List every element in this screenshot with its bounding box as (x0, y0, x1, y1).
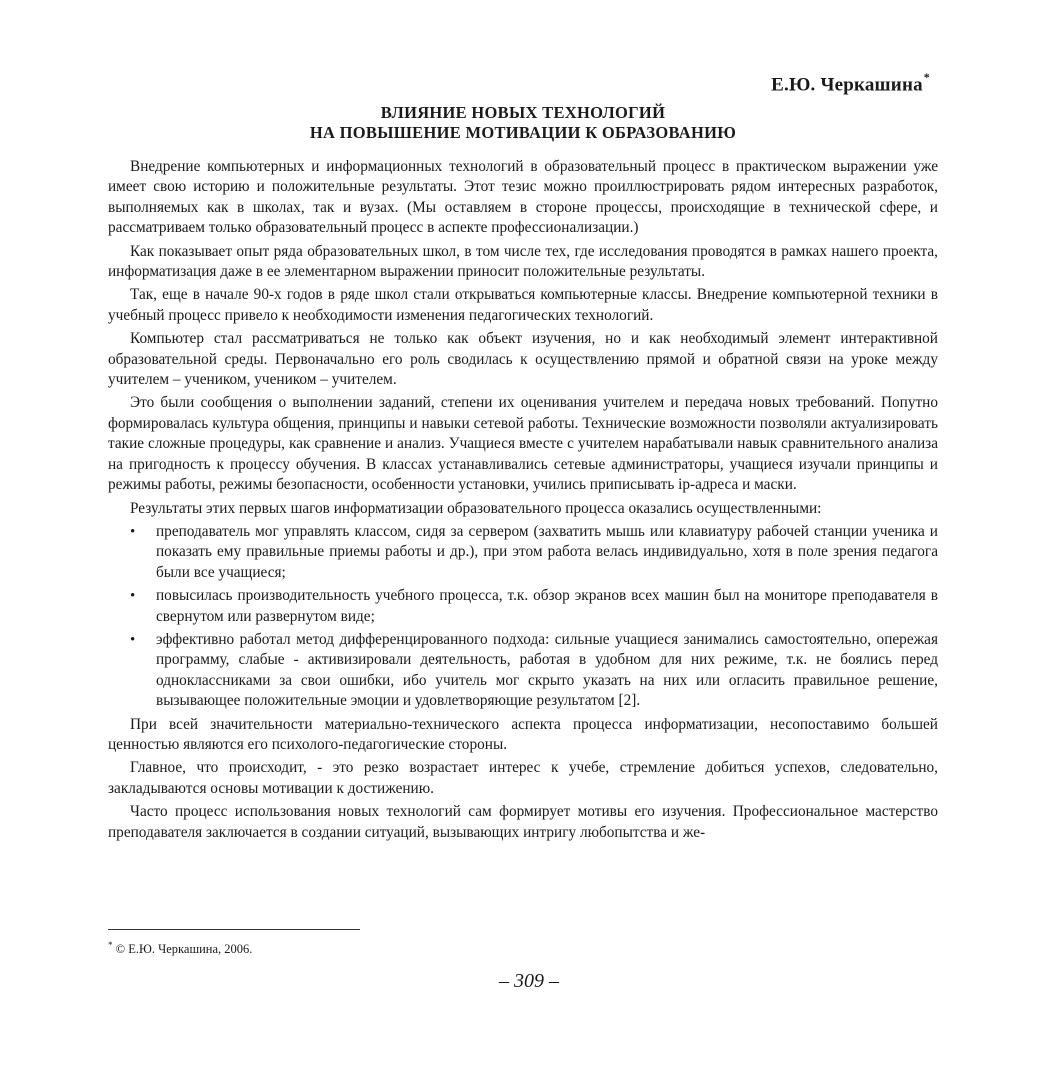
paragraph-3: Так, еще в начале 90-х годов в ряде школ стали открываться компьютерные классы. Внедрение компьютерной техники в учебный процесс привело к необходимости изменения педагогических технологий. (108, 286, 938, 324)
title-line-1: ВЛИЯНИЕ НОВЫХ ТЕХНОЛОГИЙ (380, 103, 666, 122)
list-item (108, 586, 938, 627)
paragraph-7: При всей значительности материально-технического аспекта процесса информатизации, несопоставимо большей ценностью являются его психолого-педагогические стороны. (108, 715, 938, 753)
list-item-text: повысилась производительность учебного процесса, т.к. обзор экранов всех машин был на мониторе преподавателя в свернутом или развернутом виде; (156, 587, 938, 625)
page-number: – 309 – (499, 970, 559, 992)
bullet-icon: • (130, 631, 136, 648)
paragraph-1: Внедрение компьютерных и информационных технологий в образовательный процесс в практическом выражении уже имеет свою историю и положительные результаты. Этот тезис можно проиллюстрировать рядом интересных разработок, выполняемых как в школах, так и вузах. (Мы оставляем в стороне процессы, происходящие в технической сфере, и рассматриваем только образовательный процесс в аспекте профессионализации.) (108, 158, 938, 237)
author-footnote-mark: * (923, 70, 930, 84)
paragraph-9: Часто процесс использования новых технологий сам формирует мотивы его изучения. Профессиональное мастерство преподавателя заключается в создании ситуаций, вызывающих интригу любопытства и же- (108, 803, 938, 841)
bullet-icon: • (130, 523, 136, 540)
author-name (771, 72, 930, 96)
list-item-text: преподаватель мог управлять классом, сидя за сервером (захватить мышь или клавиатуру рабочей станции ученика и показать ему правильные приемы работы и др.), при этом работа велась индивидуально, хотя в поле зрения педагога были все учащиеся; (156, 522, 938, 581)
results-list (108, 522, 938, 712)
paragraph-4: Компьютер стал рассматриваться не только как объект изучения, но и как необходимый элемент интерактивной образовательной среды. Первоначально его роль сводилась к осуществлению прямой и обратной связи на уроке между учителем – учеником, учеником – учителем. (108, 330, 938, 389)
footnote-mark: * (108, 940, 113, 950)
article-title (108, 103, 938, 143)
footnote-text: © Е.Ю. Черкашина, 2006. (115, 942, 253, 957)
list-item-text: эффективно работал метод дифференцированного подхода: сильные учащиеся занимались самостоятельно, опережая программу, слабые - активизировали деятельность, работая в удобном для них режиме, т.к. не боялись перед одноклассниками за свои ошибки, ибо учитель мог скрыто указать на них или огласить правильное решение, вызывающее положительные эмоции и удовлетворяющие результатом [2]. (156, 630, 938, 710)
author-text: Е.Ю. Черкашина (771, 74, 923, 96)
list-item (108, 522, 938, 583)
title-line-2: НА ПОВЫШЕНИЕ МОТИВАЦИИ К ОБРАЗОВАНИЮ (309, 123, 737, 142)
footnote-divider (108, 929, 360, 930)
list-item (108, 630, 938, 712)
paragraph-2: Как показывает опыт ряда образовательных школ, в том числе тех, где исследования проводятся в рамках нашего проекта, информатизация даже в ее элементарном выражении приносит положительные результаты. (108, 242, 938, 281)
bullet-icon: • (130, 588, 136, 605)
paragraph-8: Главное, что происходит, - это резко возрастает интерес к учебе, стремление добиться успехов, следовательно, закладываются основы мотивации к достижению. (108, 759, 938, 797)
article-body (108, 157, 938, 846)
paragraph-6: Результаты этих первых шагов информатизации образовательного процесса оказались осуществленными: (130, 499, 822, 517)
footnote (108, 940, 252, 957)
paragraph-5: Это были сообщения о выполнении заданий, степени их оценивания учителем и передача новых требований. Попутно формировалась культура общения, принципы и навыки сетевой работы. Технические возможности позволяли актуализировать такие сложные процедуры, как сравнение и анализ. Учащиеся вместе с учителем нарабатывали навык сравнительного анализа на пригодность к процессу обучения. В классах устанавливались сетевые администраторы, учащиеся изучали принципы и режимы работы, режимы безопасности, особенности установки, учились приписывать ip-адреса и маски. (108, 394, 938, 494)
